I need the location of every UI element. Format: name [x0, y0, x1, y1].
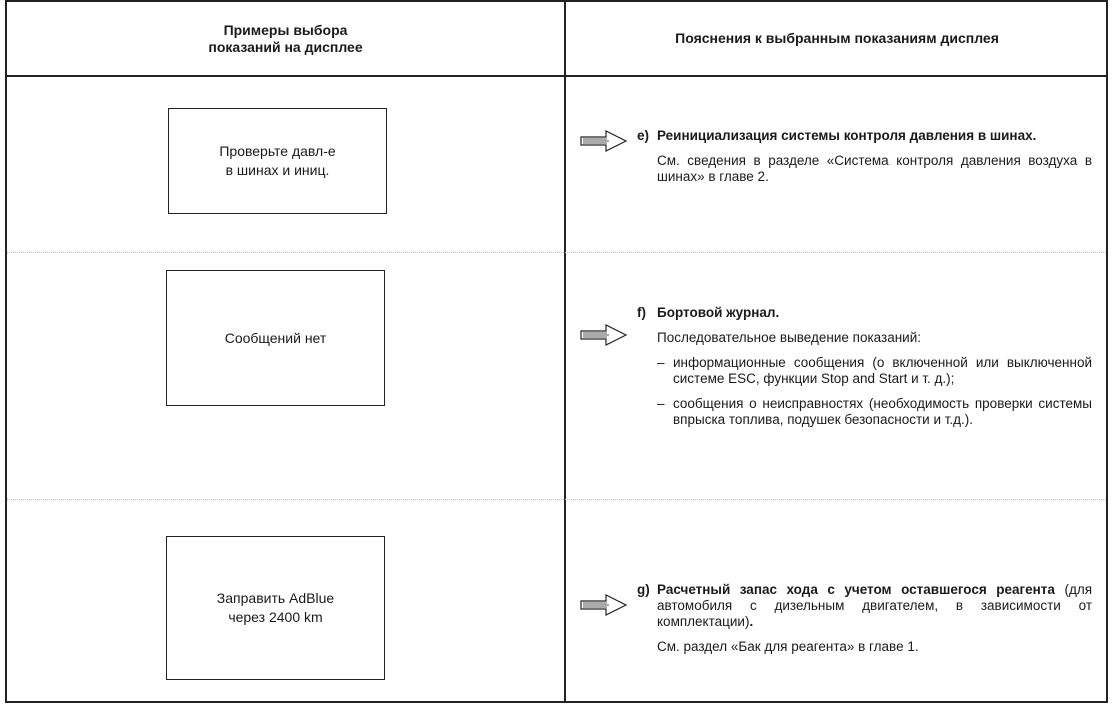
header-left — [7, 2, 564, 75]
hollow-right-arrow-icon — [580, 323, 628, 347]
hollow-right-arrow-icon — [580, 593, 628, 617]
header-right-text: Пояснения к выбранным показаниям дисплея — [675, 30, 999, 46]
display-screen-g — [166, 536, 385, 680]
list-dash: – — [657, 396, 665, 411]
row-separator — [7, 499, 1106, 500]
header-divider — [7, 75, 1106, 77]
item-letter: g) — [637, 582, 650, 597]
header-left-text: Примеры выбора показаний на дисплее — [208, 21, 363, 55]
description-f — [637, 305, 1092, 428]
display-text: Сообщений нет — [224, 329, 327, 346]
title-suffix: (для автомобиля с дизельным двигателем, в зависимости от комплектации) — [657, 582, 1093, 629]
column-divider — [564, 2, 566, 701]
header-right — [566, 2, 1108, 75]
description-e — [637, 128, 1092, 185]
description-title — [637, 582, 1092, 630]
title-text — [657, 582, 1092, 630]
title-end: . — [749, 614, 754, 629]
display-text: Заправить AdBlue через 2400 km — [216, 590, 335, 625]
item-letter: f) — [637, 305, 646, 320]
list-item-text: информационные сообщения (о включенной или выключенной системе ESC, функции Stop and Start и т. д.); — [673, 355, 1092, 386]
list-item-text: сообщения о неисправностях (необходимость проверки системы впрыска топлива, подушек безопасности и т.д.). — [673, 396, 1092, 427]
list-dash: – — [657, 355, 665, 370]
display-text: Проверьте давл-е в шинах и иниц. — [219, 143, 336, 178]
list-item — [657, 355, 1092, 387]
hollow-right-arrow-icon — [580, 129, 628, 153]
title-bold: Расчетный запас хода с учетом оставшегося реагента — [657, 582, 1055, 597]
description-body: Последовательное выведение показаний: — [657, 330, 922, 345]
description-title — [637, 305, 1092, 321]
title-text: Реинициализация системы контроля давления в шинах. — [657, 128, 1037, 143]
title-text: Бортовой журнал. — [657, 305, 780, 320]
display-screen-f — [166, 270, 385, 406]
row-separator — [7, 252, 1106, 253]
list-item — [657, 396, 1092, 428]
description-title — [637, 128, 1092, 144]
description-body: См. раздел «Бак для реагента» в главе 1. — [657, 639, 919, 654]
description-body: См. сведения в разделе «Система контроля давления воздуха в шинах» в главе 2. — [657, 153, 1092, 184]
display-screen-e — [168, 108, 387, 214]
description-g — [637, 582, 1092, 655]
item-letter: e) — [637, 128, 650, 143]
